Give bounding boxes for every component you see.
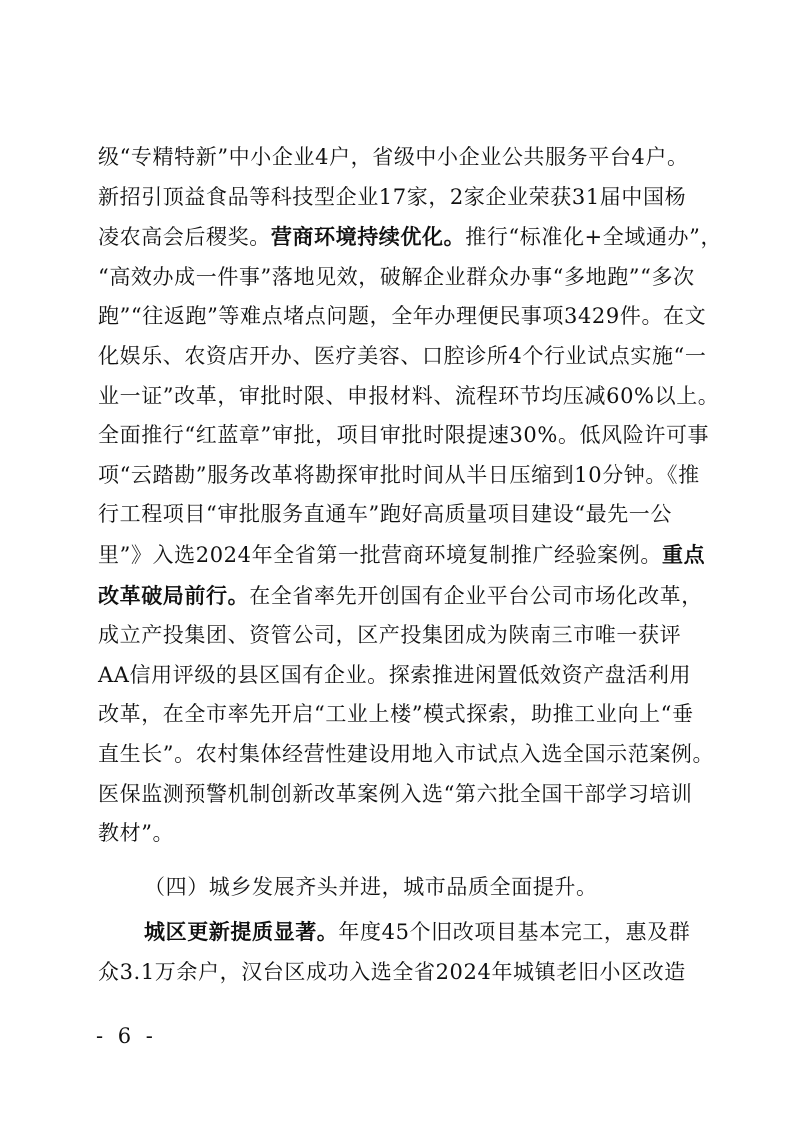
- text-line: AA信用评级的县区国有企业。探索推进闲置低效资产盘活利用: [98, 662, 692, 687]
- text-line: 行工程项目“审批服务直通车”跑好高质量项目建设“最先一公: [98, 502, 673, 527]
- body-paragraph-2: [98, 912, 710, 992]
- text-line: 城区更新提质显著。年度45个旧改项目基本完工，惠及群: [144, 919, 691, 944]
- bold-phrase: 城区更新提质显著。: [144, 919, 339, 944]
- text-line: 新招引顶益食品等科技型企业17家，2家企业荣获31届中国杨: [98, 184, 687, 209]
- text-line: 全面推行“红蓝章”审批，项目审批时限提速30%。低风险许可事: [98, 423, 710, 448]
- bold-phrase: 改革破局前行。: [98, 582, 250, 608]
- page-number: - 6 -: [96, 1024, 157, 1048]
- text-line: 凌农高会后稷奖。营商环境持续优化。推行“标准化+全域通办”，: [98, 224, 723, 250]
- text-line: 改革，在全市率先开启“工业上楼”模式探索，助推工业向上“垂: [98, 702, 694, 727]
- text-line: 里”》入选2024年全省第一批营商环境复制推广经验案例。重点: [98, 541, 706, 567]
- text-line: 项“云踏勘”服务改革将勘探审批时间从半日压缩到10分钟。《推: [98, 462, 700, 487]
- text-line: 医保监测预警机制创新改革案例入选“第六批全国干部学习培训: [98, 781, 693, 806]
- text-line: “高效办成一件事”落地见效，破解企业群众办事“多地跑”“多次: [98, 264, 695, 289]
- text-line: 教材”。: [98, 821, 175, 846]
- body-paragraph: [98, 138, 723, 854]
- text-line: 业一证”改革，审批时限、申报材料、流程环节均压减60%以上。: [98, 383, 720, 408]
- text-line: 化娱乐、农资店开办、医疗美容、口腔诊所4个行业试点实施“一: [98, 343, 707, 368]
- text-line: 级“专精特新”中小企业4户，省级中小企业公共服务平台4户。: [98, 145, 689, 169]
- text-line: 众3.1万余户，汉台区成功入选全省2024年城镇老旧小区改造: [98, 959, 686, 984]
- text-line: 跑”“往返跑”等难点堵点问题，全年办理便民事项3429件。在文: [98, 304, 707, 329]
- bold-phrase: 重点: [661, 541, 706, 567]
- text-line: 直生长”。农村集体经营性建设用地入市试点入选全国示范案例。: [98, 741, 715, 766]
- text-line: 改革破局前行。在全省率先开创国有企业平台公司市场化改革，: [98, 582, 703, 608]
- bold-phrase: 营商环境持续优化。: [270, 224, 466, 250]
- text-line: 成立产投集团、资管公司，区产投集团成为陕南三市唯一获评: [98, 623, 682, 648]
- section-heading: （四）城乡发展齐头并进，城市品质全面提升。: [144, 875, 598, 899]
